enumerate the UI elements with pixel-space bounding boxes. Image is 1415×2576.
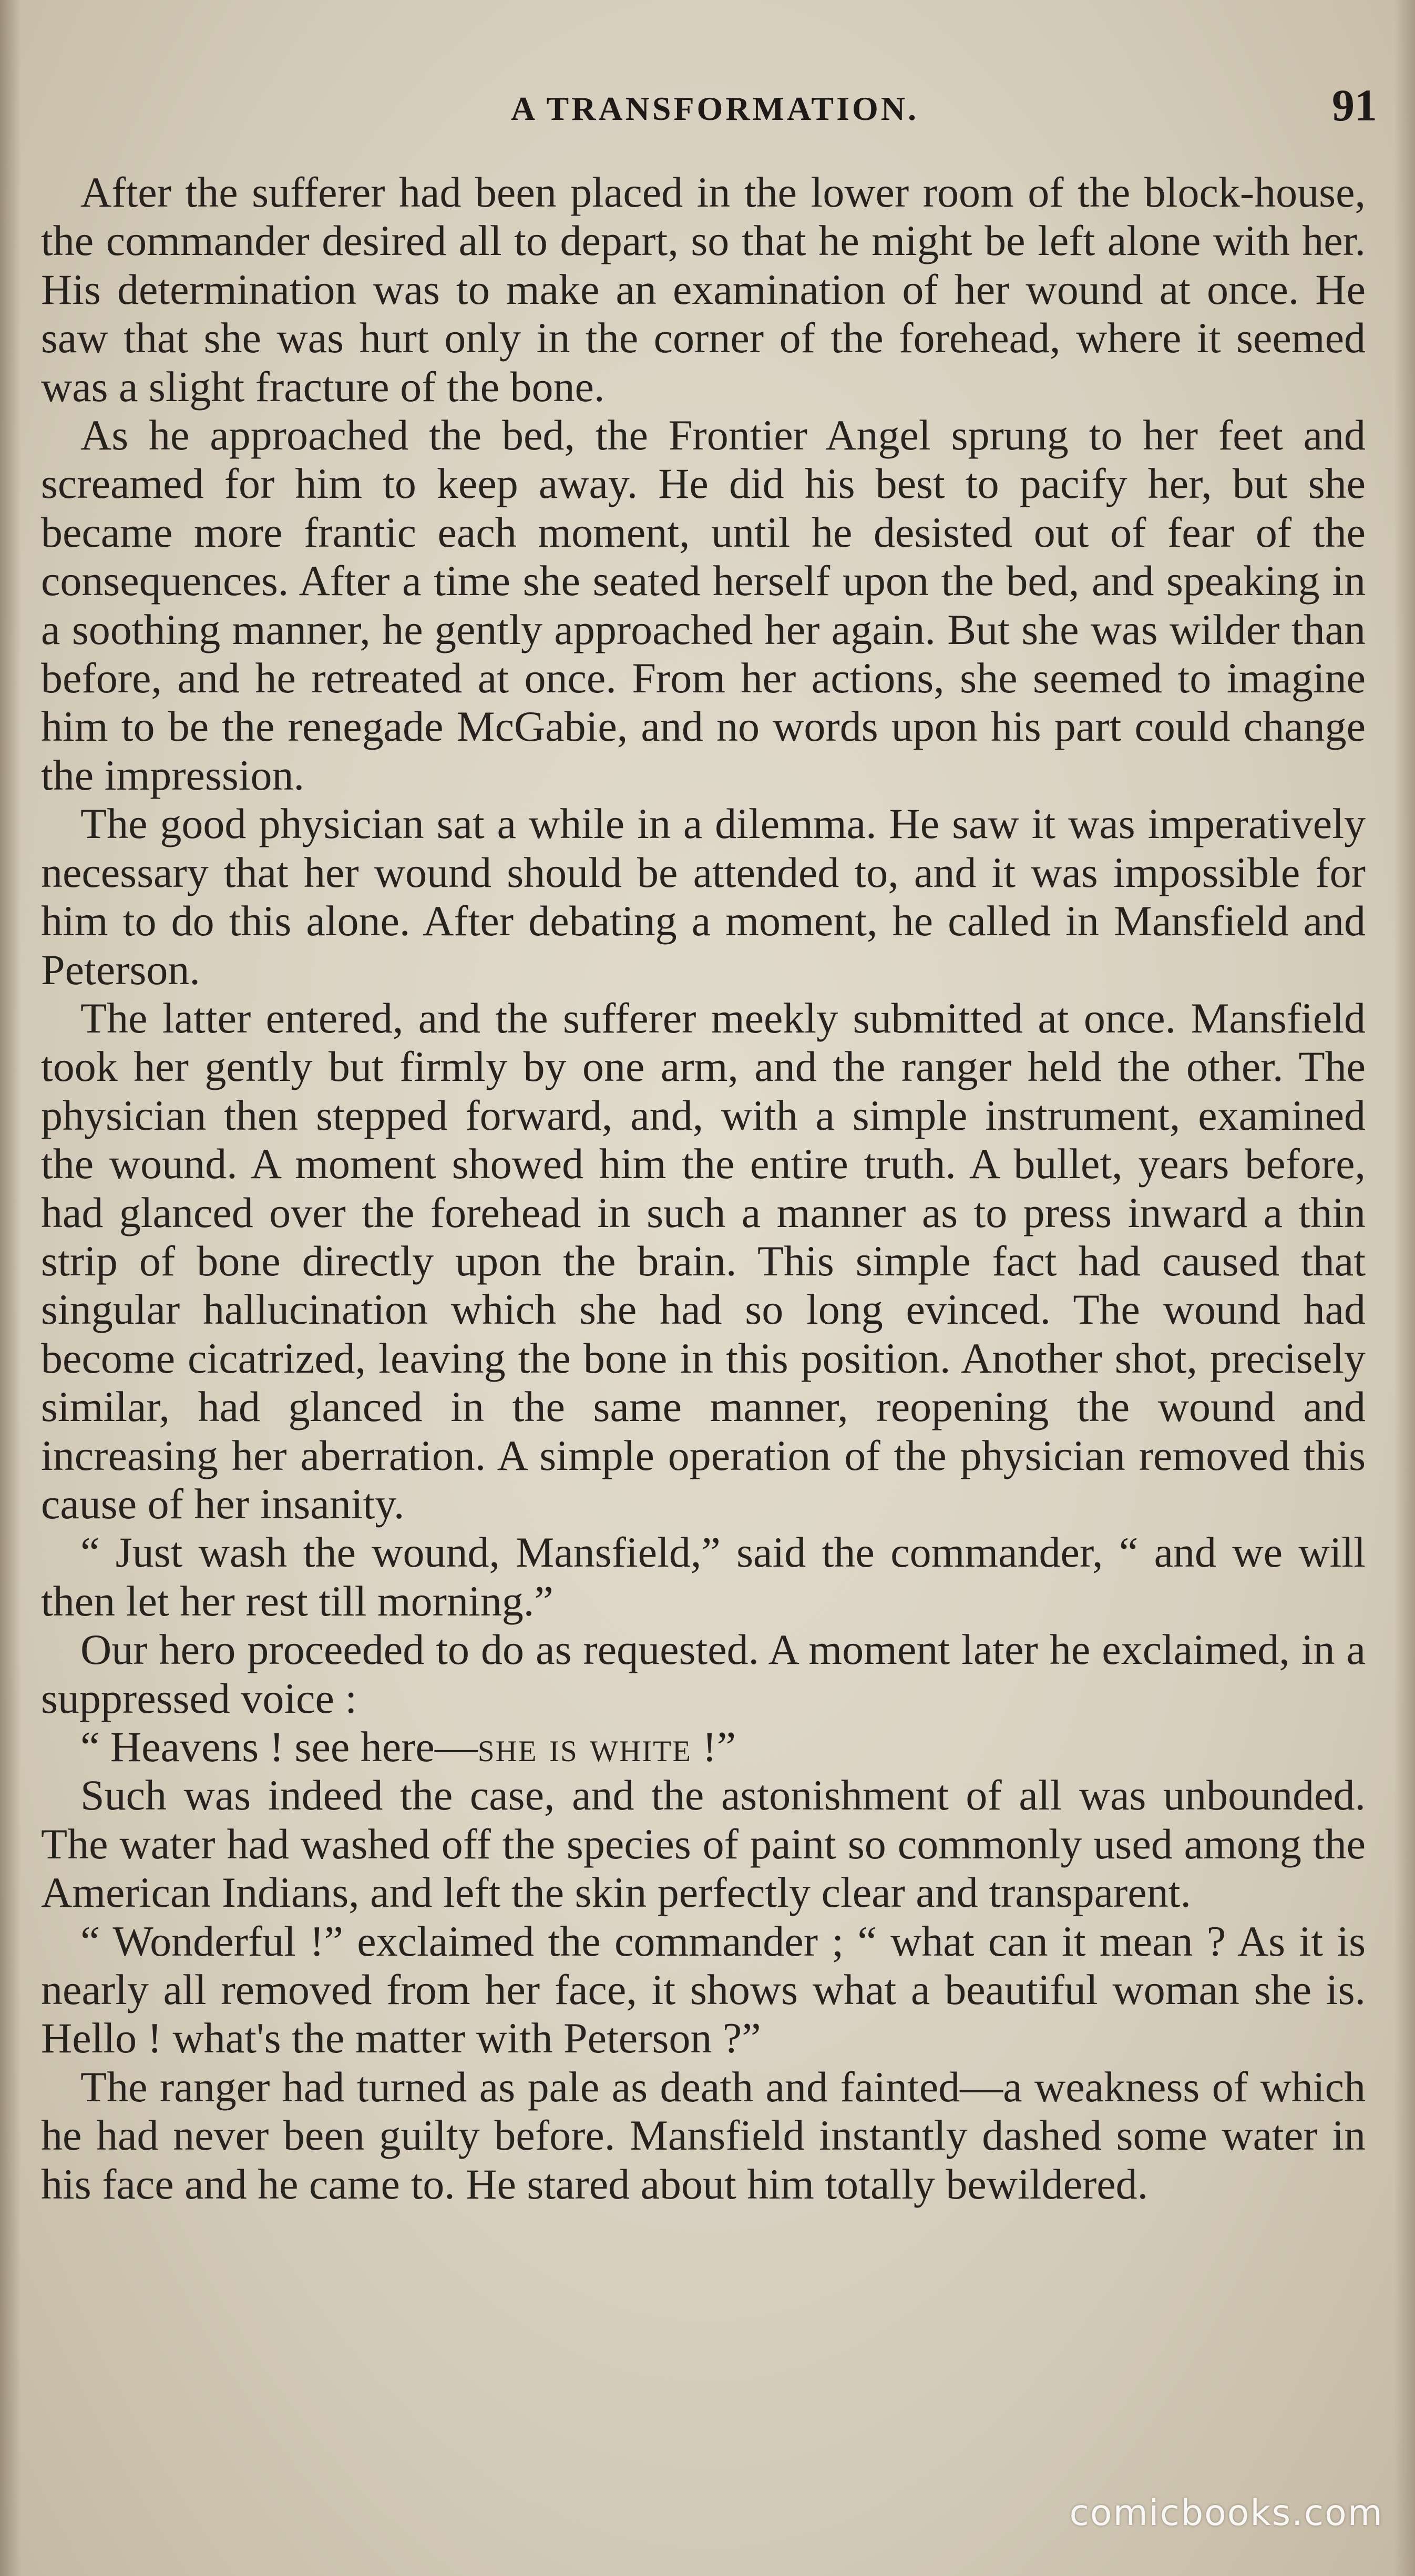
paragraph: Such was indeed the case, and the astonishment of all was unbounded. The water had washed off the species of paint so commonly used among the American Indians, and left the skin perfectly clear and transparent. xyxy=(41,1771,1366,1917)
paragraph: Our hero proceeded to do as requested. A moment later he exclaimed, in a suppressed voice : xyxy=(41,1626,1366,1722)
exclamation-after: !” xyxy=(691,1723,736,1771)
paragraph: The ranger had turned as pale as death and fainted—a weakness of which he had never been guilty before. Mansfield instantly dashed some water in his face and he came to. He stared about him totally bewildered. xyxy=(41,2062,1366,2208)
paragraph: “ Just wash the wound, Mansfield,” said the commander, “ and we will then let her rest till morning.” xyxy=(41,1528,1366,1625)
exclamation-paragraph xyxy=(41,1723,1366,1771)
watermark: comicbooks.com xyxy=(1069,2492,1383,2534)
page-header xyxy=(53,79,1377,137)
paragraph: As he approached the bed, the Frontier Angel sprung to her feet and screamed for him to keep away. He did his best to pacify her, but she became more frantic each moment, until he desisted out of fear of the consequences. After a time she seated herself upon the bed, and speaking in a soothing manner, he gently approached her again. But she was wilder than before, and he retreated at once. From her actions, she seemed to imagine him to be the renegade McGabie, and no words upon his part could change the impression. xyxy=(41,411,1366,799)
exclamation-smallcaps: she is white xyxy=(477,1723,692,1771)
paragraph: After the sufferer had been placed in the lower room of the block-house, the commander desired all to depart, so that he might be left alone with her. His determination was to make an examination of her wound at once. He saw that she was hurt only in the corner of the forehead, where it seemed was a slight fracture of the bone. xyxy=(41,168,1366,411)
page-right-shadow xyxy=(1394,0,1415,2576)
running-head: A TRANSFORMATION. xyxy=(510,90,919,127)
page-number: 91 xyxy=(1332,80,1377,130)
paragraph: The latter entered, and the sufferer meekly submitted at once. Mansfield took her gently but firmly by one arm, and the ranger held the other. The physician then stepped forward, and, with a simple instrument, examined the wound. A moment showed him the entire truth. A bullet, years before, had glanced over the forehead in such a manner as to press inward a thin strip of bone directly upon the brain. This simple fact had caused that singular hallucination which she had so long evinced. The wound had become cicatrized, leaving the bone in this position. Another shot, precisely similar, had glanced in the same manner, reopening the wound and increasing her aberration. A simple operation of the physician removed this cause of her insanity. xyxy=(41,994,1366,1528)
body-text xyxy=(41,168,1366,2209)
paragraph: The good physician sat a while in a dilemma. He saw it was imperatively necessary that her wound should be attended to, and it was impossible for him to do this alone. After debating a moment, he called in Mansfield and Peterson. xyxy=(41,800,1366,994)
exclamation-before: “ Heavens ! see here— xyxy=(80,1723,478,1771)
page-left-shadow xyxy=(0,0,21,2576)
paragraph: “ Wonderful !” exclaimed the commander ; “ what can it mean ? As it is nearly all removed from her face, it shows what a beautiful woman she is. Hello ! what's the matter with Peterson ?” xyxy=(41,1917,1366,2062)
